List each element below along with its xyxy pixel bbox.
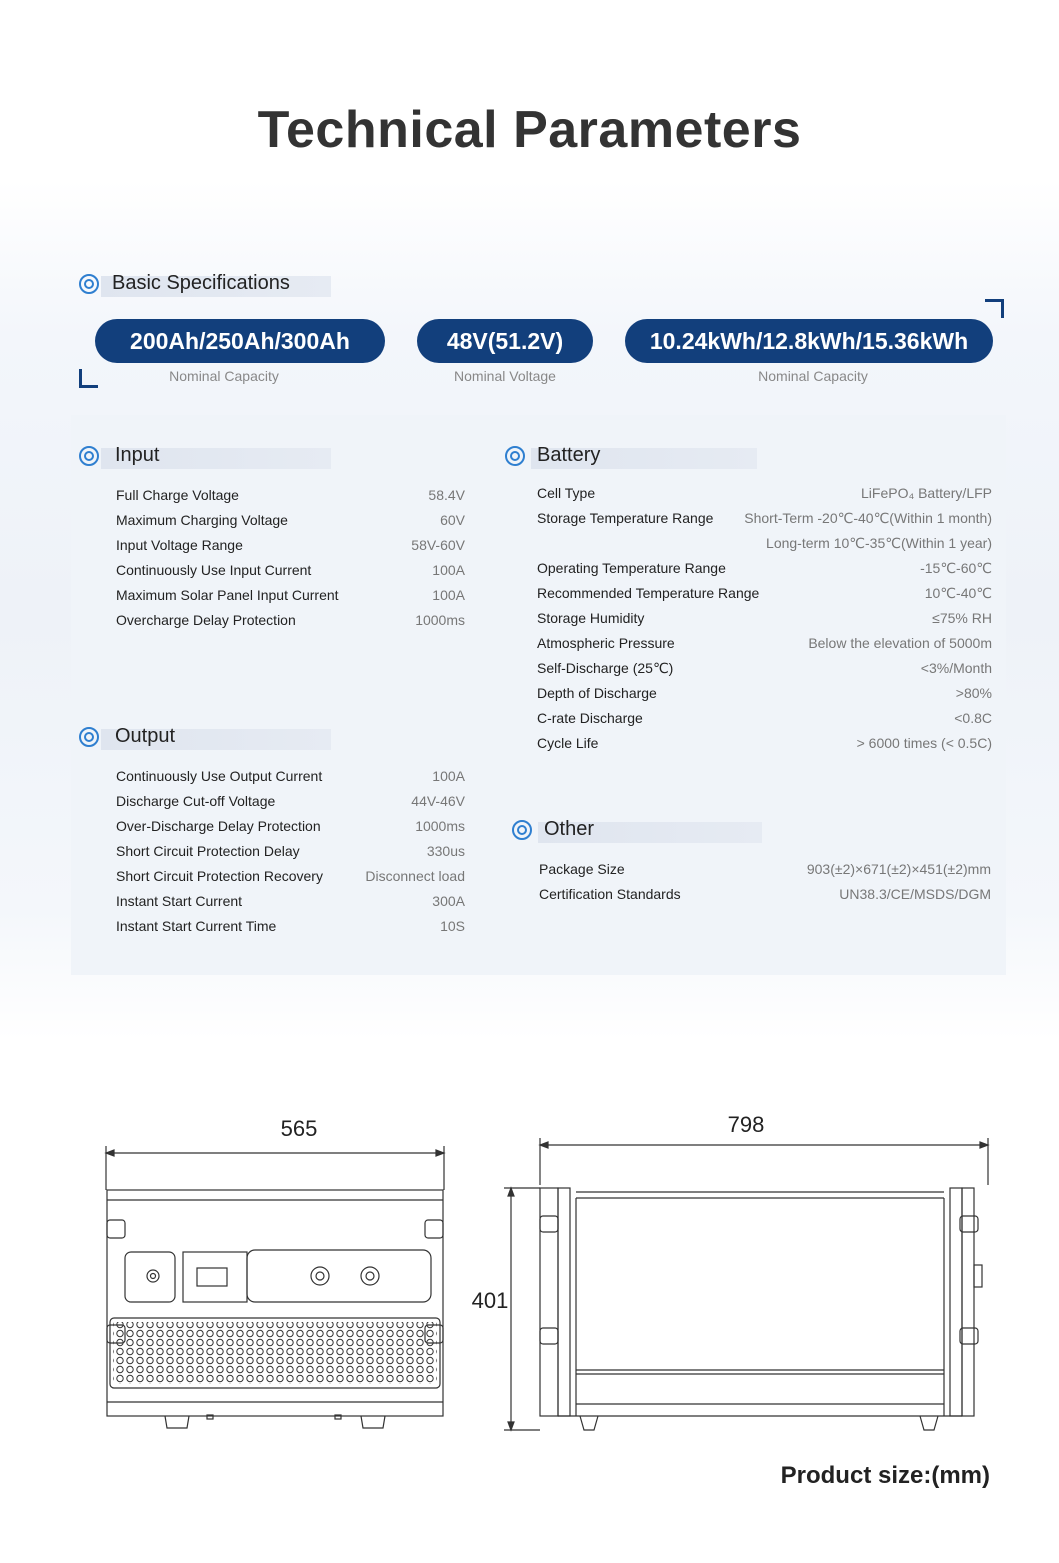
capacity-caption: Nominal Capacity [169,368,279,384]
table-row [539,861,991,883]
row-value: Short-Term -20℃-40℃(Within 1 month) [744,510,992,526]
row-label: Instant Start Current Time [116,918,277,934]
row-label: Cycle Life [537,735,599,751]
row-label: Over-Discharge Delay Protection [116,818,321,834]
row-value: 300A [432,893,465,909]
section-title: Other [544,818,595,840]
table-row [537,735,992,757]
page-title: Technical Parameters [257,101,802,159]
section-title: Input [115,444,160,466]
voltage-pill: 48V(51.2V) [417,319,593,363]
row-value: <0.8C [954,710,992,726]
section-battery [505,446,757,474]
section-other [512,820,764,848]
table-row [116,512,465,534]
target-icon [79,274,99,294]
row-label: Maximum Solar Panel Input Current [116,587,339,603]
row-value: 100A [432,562,465,578]
row-label: Discharge Cut-off Voltage [116,793,276,809]
table-row [537,635,992,657]
front-view-drawing [95,1140,455,1440]
row-value: 58.4V [428,487,465,503]
row-label: Cell Type [537,485,596,501]
row-value: > 6000 times (< 0.5C) [856,735,992,751]
table-row [537,685,992,707]
section-title: Output [115,725,176,747]
row-label: Full Charge Voltage [116,487,239,503]
row-value: 60V [440,512,465,528]
energy-caption: Nominal Capacity [758,368,868,384]
row-label: Self-Discharge (25℃) [537,660,674,676]
row-label: Maximum Charging Voltage [116,512,288,528]
row-value: 1000ms [415,612,465,628]
row-label: C-rate Discharge [537,710,643,726]
section-input [79,446,331,474]
table-row [116,818,465,840]
row-value: 10℃-40℃ [924,585,992,601]
side-view-drawing [500,1130,1000,1440]
table-row [116,537,465,559]
row-value: 1000ms [415,818,465,834]
row-value: 44V-46V [411,793,465,809]
table-row [537,535,992,557]
product-size-caption: Product size:(mm) [780,1462,990,1489]
table-row [537,610,992,632]
row-value: Disconnect load [365,868,465,884]
row-label: Input Voltage Range [116,537,243,553]
table-row [539,886,991,908]
row-label: Continuously Use Input Current [116,562,312,578]
row-label: Depth of Discharge [537,685,657,701]
voltage-caption: Nominal Voltage [454,368,556,384]
row-value: <3%/Month [920,660,992,676]
target-icon [505,446,525,466]
row-value: Long-term 10℃-35℃(Within 1 year) [766,535,992,551]
table-row [537,485,992,507]
row-label: Continuously Use Output Current [116,768,323,784]
row-value: 100A [432,587,465,603]
row-label: Short Circuit Protection Delay [116,843,300,859]
row-value: ≤75% RH [932,610,992,626]
side-width-label: 798 [727,1112,765,1137]
table-row [116,768,465,790]
row-value: 330us [426,843,465,859]
row-label: Storage Temperature Range [537,510,714,526]
table-row [116,793,465,815]
row-label: Instant Start Current [116,893,243,909]
row-label: Atmospheric Pressure [537,635,675,651]
table-row [116,612,465,634]
row-value: -15℃-60℃ [920,560,992,576]
table-row [537,560,992,582]
section-output [79,727,331,755]
front-width-label: 565 [280,1116,318,1141]
table-row [116,893,465,915]
height-label: 401 [471,1288,509,1313]
target-icon [79,446,99,466]
target-icon [79,727,99,747]
table-row [537,585,992,607]
table-row [116,487,465,509]
row-value: 58V-60V [411,537,465,553]
row-value: 903(±2)×671(±2)×451(±2)mm [806,861,991,877]
capacity-pill: 200Ah/250Ah/300Ah [95,319,385,363]
energy-pill: 10.24kWh/12.8kWh/15.36kWh [625,319,993,363]
row-value: UN38.3/CE/MSDS/DGM [839,886,991,902]
table-row [116,868,465,890]
row-label: Short Circuit Protection Recovery [116,868,323,884]
table-row [537,710,992,732]
row-value: 100A [432,768,465,784]
row-label: Package Size [539,861,625,877]
table-row [116,562,465,584]
table-row [116,918,465,940]
row-label: Recommended Temperature Range [537,585,760,601]
row-value: >80% [955,685,992,701]
row-label: Operating Temperature Range [537,560,726,576]
row-label: Certification Standards [539,886,681,902]
row-label: Overcharge Delay Protection [116,612,296,628]
corner-bracket-icon [985,299,1004,318]
row-value: Below the elevation of 5000m [808,635,992,651]
target-icon [512,820,532,840]
table-row [537,510,992,532]
row-label: Storage Humidity [537,610,645,626]
table-row [116,843,465,865]
row-value: LiFePO₄ Battery/LFP [861,485,992,501]
section-basic-specifications [79,274,331,302]
row-value: 10S [440,918,465,934]
section-title: Basic Specifications [112,272,290,294]
table-row [537,660,992,682]
section-title: Battery [537,444,601,466]
table-row [116,587,465,609]
